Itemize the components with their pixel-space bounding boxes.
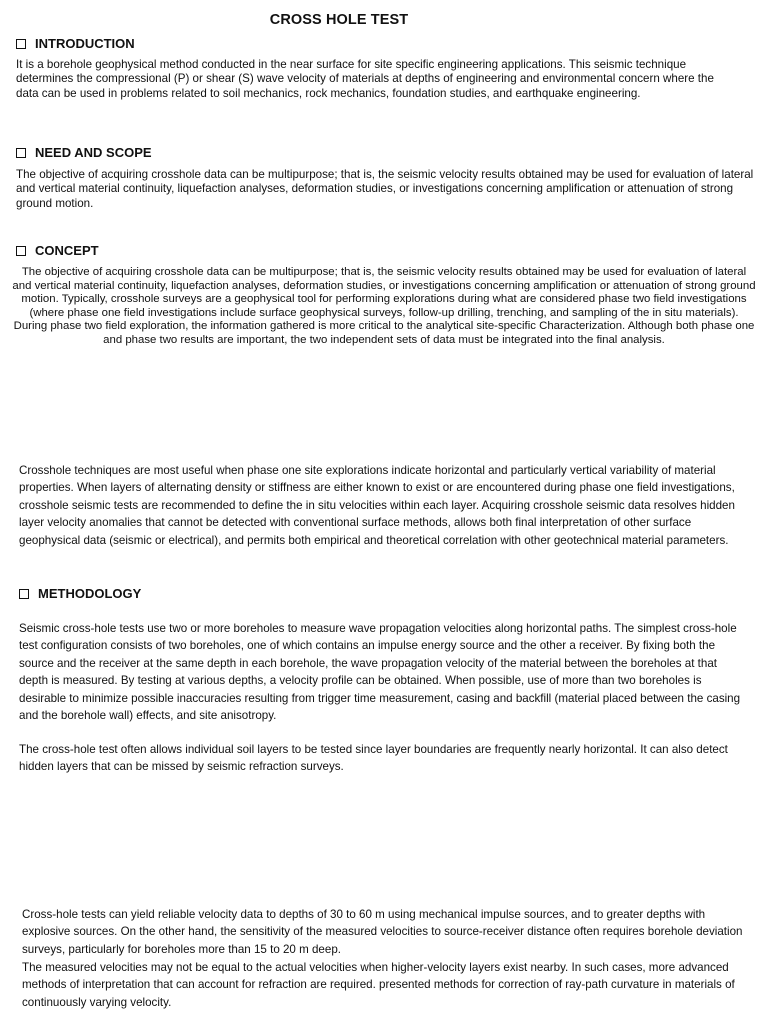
concept-paragraph: The objective of acquiring crosshole data can be multipurpose; that is, the seismic velocity results obtained may be used for evaluation of lateral and vertical material continuity, liquefaction analyses, deformation studies, or investigations concerning amplification or attenuation of strong ground motion. Typically, crosshole surveys are a geophysical tool for performing explorations during what are considered phase two field investigations (where phase one field investigations include surface geophysical surveys, follow-up drilling, trenching, and sampling of the in situ materials). During phase two field exploration, the information gathered is more critical to the analytical site-specific Characterization. Although both phase one and phase two results are important, the two independent sets of data must be integrated into the final analysis.	[12, 266, 756, 346]
introduction-paragraph: It is a borehole geophysical method conducted in the near surface for site specific engineering applications. This seismic technique determines the compressional (P) or shear (S) wave velocity of materials at depths of engineering and environmental concern where the data can be used in problems related to soil mechanics, rock mechanics, foundation studies, and earthquake engineering.	[16, 58, 714, 100]
methodology-paragraph: Seismic cross-hole tests use two or more boreholes to measure wave propagation velocities along horizontal paths. The simplest cross-hole test configuration consists of two boreholes, one of which contains an impulse energy source and the other a receiver. By fixing both the source and the receiver at the same depth in each borehole, the wave propagation velocity of the material between the boreholes at that depth is measured. By testing at various depths, a velocity profile can be obtained. When possible, use of more than two boreholes is desirable to minimize possible inaccuracies resulting from trigger time measurement, casing and backfill (material placed between the casing and the borehole wall) effects, and site anisotropy.	[19, 622, 741, 723]
introduction-heading-label: INTRODUCTION	[35, 36, 135, 51]
methodology-heading-label: METHODOLOGY	[38, 586, 142, 601]
checkbox-bullet-icon	[16, 246, 26, 256]
methodology-layers-paragraph: The cross-hole test often allows individual soil layers to be tested since layer boundaries are frequently nearly horizontal. It can also detect hidden layers that can be missed by seismic refraction surveys.	[19, 743, 728, 774]
methodology-depth-paragraph: Cross-hole tests can yield reliable velocity data to depths of 30 to 60 m using mechanical impulse sources, and to greater depths with explosive sources. On the other hand, the sensitivity of the measured velocities to source-receiver distance often requires borehole deviation surveys, particularly for boreholes more than 15 to 20 m deep.	[22, 908, 743, 956]
checkbox-bullet-icon	[16, 148, 26, 158]
need-and-scope-heading-label: NEED AND SCOPE	[35, 145, 152, 160]
concept-heading-label: CONCEPT	[35, 243, 99, 258]
methodology-heading	[19, 586, 141, 602]
need-and-scope-heading	[16, 145, 152, 161]
checkbox-bullet-icon	[19, 589, 29, 599]
checkbox-bullet-icon	[16, 39, 26, 49]
concept-heading	[16, 243, 99, 259]
introduction-heading	[16, 36, 135, 52]
document-title: CROSS HOLE TEST	[269, 12, 409, 28]
methodology-velocity-paragraph: The measured velocities may not be equal to the actual velocities when higher-velocity layers exist nearby. In such cases, more advanced methods of interpretation that can account for refraction are required. presented methods for correction of ray-path curvature in materials of continuously varying velocity.	[22, 961, 735, 1009]
concept-continuation-paragraph: Crosshole techniques are most useful when phase one site explorations indicate horizontal and particularly vertical variability of material properties. When layers of alternating density or stiffness are either known to exist or are encountered during phase one field investigations, crosshole seismic tests are recommended to define the in situ velocities within each layer. Acquiring crosshole seismic data resolves hidden layer velocity anomalies that cannot be detected with conventional surface methods, allows both final interpretation of other surface geophysical data (seismic or electrical), and permits both empirical and theoretical correlation with other geotechnical material parameters.	[19, 464, 735, 547]
need-and-scope-paragraph: The objective of acquiring crosshole data can be multipurpose; that is, the seismic velocity results obtained may be used for evaluation of lateral and vertical material continuity, liquefaction analyses, deformation studies, or investigations concerning amplification or attenuation of strong ground motion.	[16, 168, 754, 210]
